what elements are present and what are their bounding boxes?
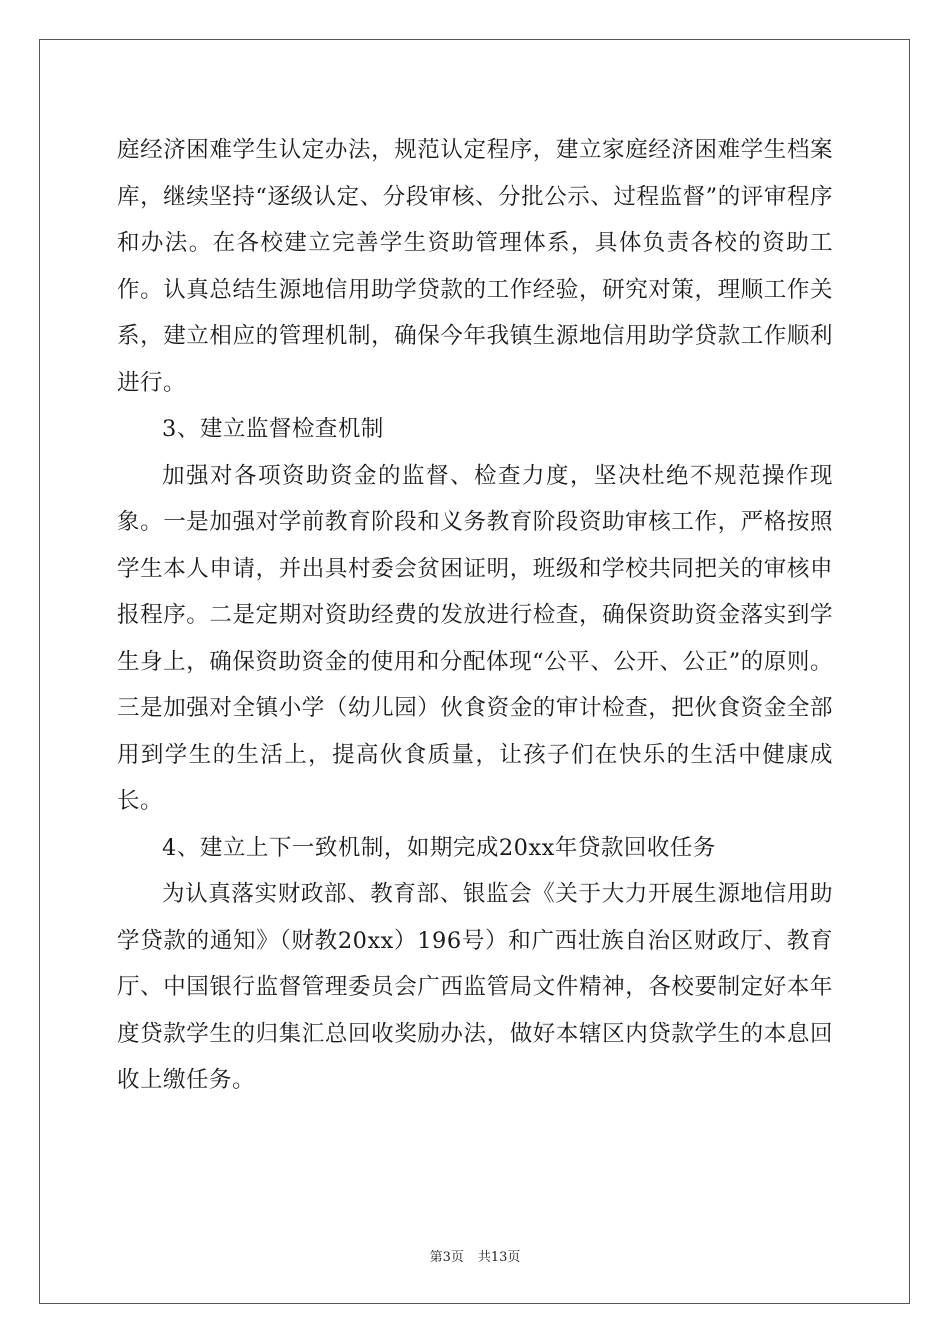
page-number-current: 第3页 [429,1250,464,1265]
document-body [117,127,833,1104]
section-heading-4: 4、建立上下一致机制，如期完成20xx年贷款回收任务 [162,834,716,861]
paragraph-2: 加强对各项资助资金的监督、检查力度，坚决杜绝不规范操作现象。一是加强对学前教育阶段和义务教育阶段资助审核工作，严格按照学生本人申请，并出具村委会贫困证明，班级和学校共同把关的审核申报程序。二是定期对资助经费的发放进行检查，确保资助资金落实到学生身上，确保资助资金的使用和分配体现“公平、公开、公正”的原则。三是加强对全镇小学（幼儿园）伙食资金的审计检查，把伙食资金全部用到学生的生活上，提高伙食质量，让孩子们在快乐的生活中健康成长。 [117,462,833,814]
section-heading-3: 3、建立监督检查机制 [162,416,384,442]
paragraph-3: 为认真落实财政部、教育部、银监会《关于大力开展生源地信用助学贷款的通知》（财教20xx）196号）和广西壮族自治区财政厅、教育厅、中国银行监督管理委员会广西监管局文件精神，各校要制定好本年度贷款学生的归集汇总回收奖励办法，做好本辖区内贷款学生的本息回收上缴任务。 [117,881,833,1093]
page-number-total: 共13页 [477,1250,521,1265]
paragraph-1: 庭经济困难学生认定办法，规范认定程序，建立家庭经济困难学生档案库，继续坚持“逐级认定、分段审核、分批公示、过程监督”的评审程序和办法。在各校建立完善学生资助管理体系，具体负责各校的资助工作。认真总结生源地信用助学贷款的工作经验，研究对策，理顺工作关系，建立相应的管理机制，确保今年我镇生源地信用助学贷款工作顺利进行。 [117,137,833,396]
page-footer [0,1246,950,1265]
